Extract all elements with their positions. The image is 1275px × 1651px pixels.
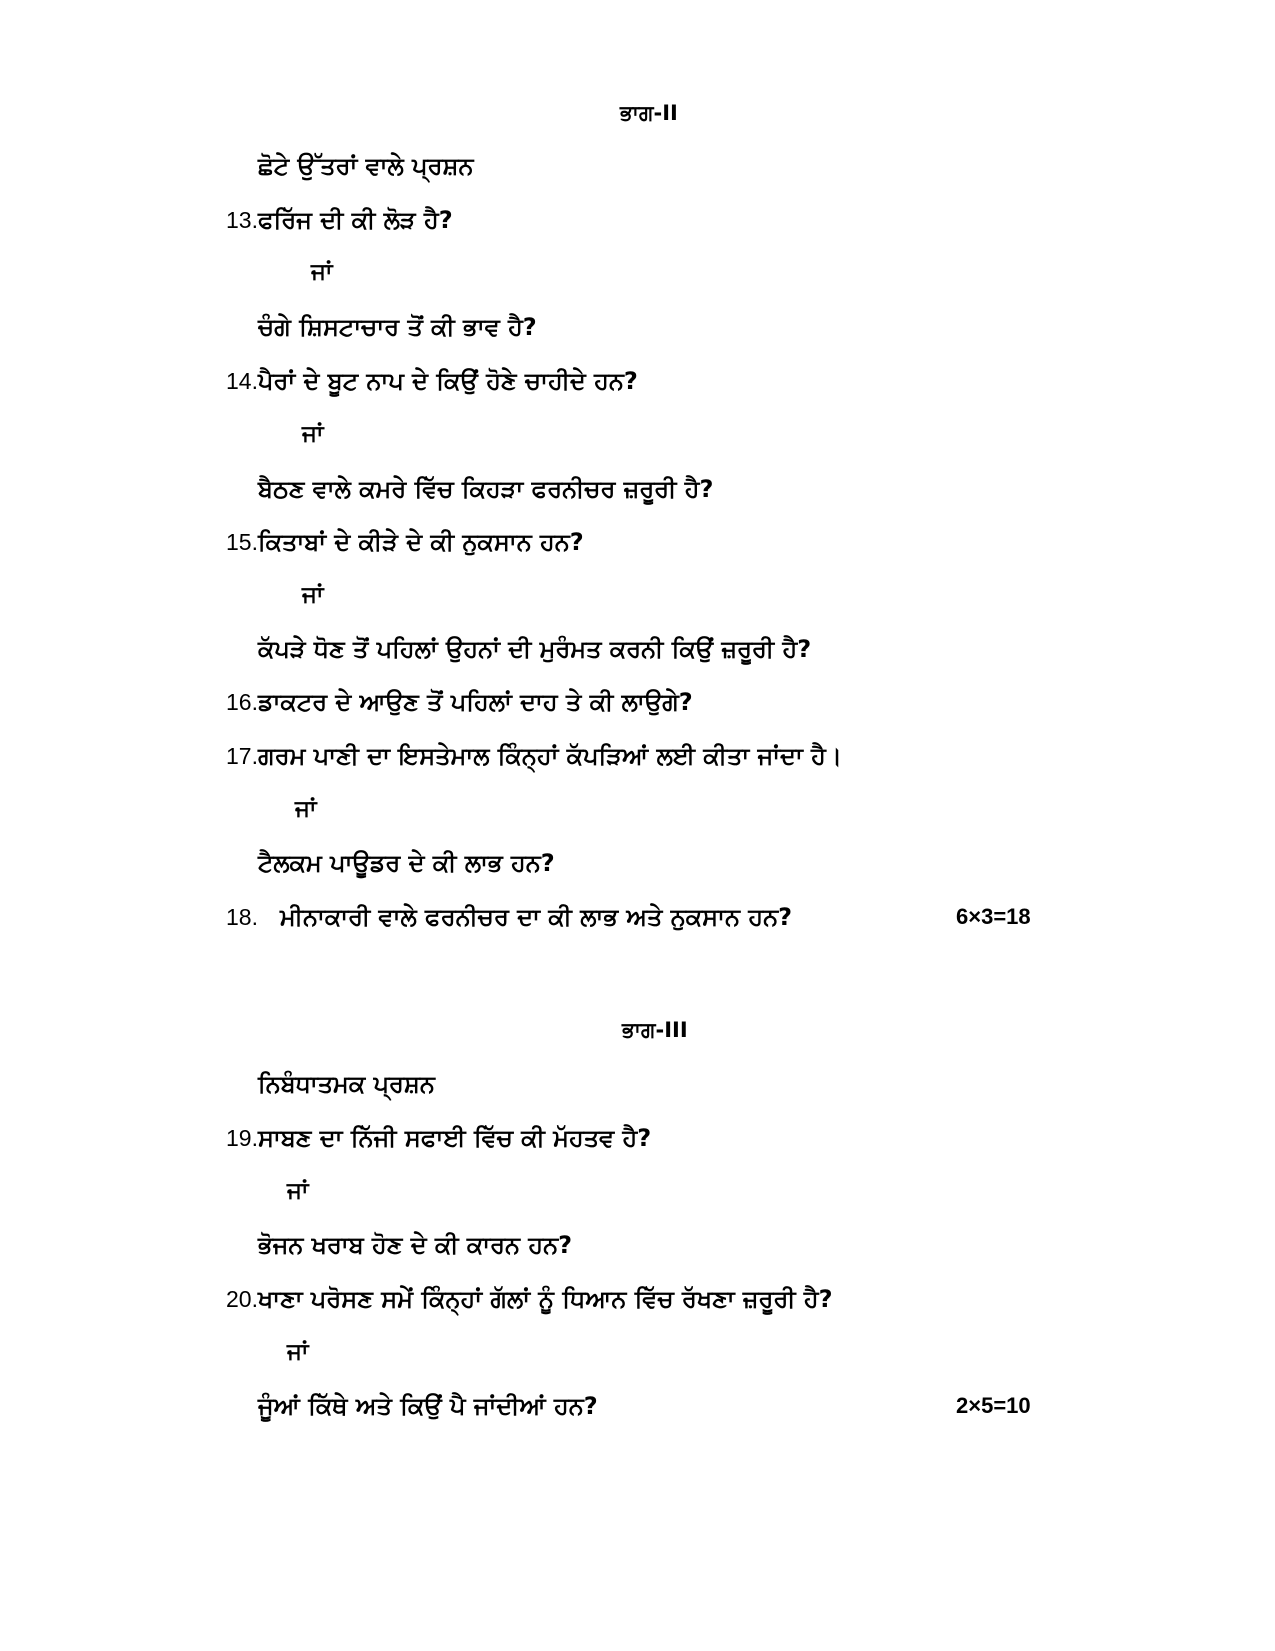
question-17 xyxy=(226,740,842,772)
question-number: 13. xyxy=(226,207,258,233)
question-number: 19. xyxy=(226,1125,258,1151)
question-text: ਸਾਬਣ ਦਾ ਨਿੱਜੀ ਸਫਾਈ ਵਿੱਚ ਕੀ ਮੱਹਤਵ ਹੈ? xyxy=(257,1124,652,1152)
question-text: ਫਰਿੱਜ ਦੀ ਕੀ ਲੋੜ ਹੈ? xyxy=(257,206,453,234)
marks-label: 2×5=10 xyxy=(956,1393,1031,1418)
question-number: 20. xyxy=(226,1286,258,1312)
question-text: ਡਾਕਟਰ ਦੇ ਆਉਣ ਤੋਂ ਪਹਿਲਾਂ ਦਾਹ ਤੇ ਕੀ ਲਾਉਗੇ? xyxy=(257,688,693,716)
question-20-alternate: ਜੂੰਆਂ ਕਿੱਥੇ ਅਤੇ ਕਿਉਂ ਪੈ ਜਾਂਦੀਆਂ ਹਨ? xyxy=(258,1392,598,1420)
or-label: ਜਾਂ xyxy=(302,421,324,447)
or-label: ਜਾਂ xyxy=(295,796,317,822)
question-number: 16. xyxy=(226,689,258,715)
question-number: 14. xyxy=(226,368,258,394)
question-15-alternate: ਕੱਪੜੇ ਧੋਣ ਤੋਂ ਪਹਿਲਾਂ ਉਹਨਾਂ ਦੀ ਮੁਰੰਮਤ ਕਰਨੀ ਕਿਉਂ ਜ਼ਰੂਰੀ ਹੈ? xyxy=(258,635,812,663)
section-2-heading: ਭਾਗ-II xyxy=(620,101,678,125)
question-19 xyxy=(226,1122,651,1154)
question-19-alternate: ਭੋਜਨ ਖਰਾਬ ਹੋਣ ਦੇ ਕੀ ਕਾਰਨ ਹਨ? xyxy=(258,1231,573,1259)
or-label: ਜਾਂ xyxy=(287,1339,309,1365)
section-3-heading: ਭਾਗ-III xyxy=(622,1018,688,1042)
question-text: ਖਾਣਾ ਪਰੋਸਣ ਸਮੇਂ ਕਿੰਨ੍ਹਾਂ ਗੱਲਾਂ ਨੂੰ ਧਿਆਨ ਵਿੱਚ ਰੱਖਣਾ ਜ਼ਰੂਰੀ ਹੈ? xyxy=(257,1285,833,1313)
question-15 xyxy=(226,526,584,558)
marks-label: 6×3=18 xyxy=(956,904,1031,929)
question-16 xyxy=(226,686,693,718)
section-2-subheading: ਛੋਟੇ ਉੱਤਰਾਂ ਵਾਲੇ ਪ੍ਰਸ਼ਨ xyxy=(258,152,474,180)
question-14 xyxy=(226,365,638,397)
question-17-alternate: ਟੈਲਕਮ ਪਾਊਡਰ ਦੇ ਕੀ ਲਾਭ ਹਨ? xyxy=(258,849,555,877)
or-label: ਜਾਂ xyxy=(302,582,324,608)
question-14-alternate: ਬੈਠਣ ਵਾਲੇ ਕਮਰੇ ਵਿੱਚ ਕਿਹੜਾ ਫਰਨੀਚਰ ਜ਼ਰੂਰੀ ਹੈ? xyxy=(258,475,714,503)
section-3-subheading: ਨਿਬੰਧਾਤਮਕ ਪ੍ਰਸ਼ਨ xyxy=(258,1070,435,1098)
or-label: ਜਾਂ xyxy=(311,259,333,285)
question-number: 18. xyxy=(226,904,258,930)
question-text: ਮੀਨਾਕਾਰੀ ਵਾਲੇ ਫਰਨੀਚਰ ਦਾ ਕੀ ਲਾਭ ਅਤੇ ਨੁਕਸਾਨ ਹਨ? xyxy=(279,903,793,931)
question-13-alternate: ਚੰਗੇ ਸ਼ਿਸਟਾਚਾਰ ਤੋਂ ਕੀ ਭਾਵ ਹੈ? xyxy=(258,313,537,341)
question-18 xyxy=(226,901,792,933)
question-number: 17. xyxy=(226,743,258,769)
question-20 xyxy=(226,1283,833,1315)
question-text: ਪੈਰਾਂ ਦੇ ਬੂਟ ਨਾਪ ਦੇ ਕਿਉਂ ਹੋਣੇ ਚਾਹੀਦੇ ਹਨ? xyxy=(257,367,638,395)
question-13 xyxy=(226,204,453,236)
question-number: 15. xyxy=(226,529,258,555)
question-text: ਗਰਮ ਪਾਣੀ ਦਾ ਇਸਤੇਮਾਲ ਕਿੰਨ੍ਹਾਂ ਕੱਪੜਿਆਂ ਲਈ ਕੀਤਾ ਜਾਂਦਾ ਹੈ। xyxy=(257,742,843,770)
or-label: ਜਾਂ xyxy=(287,1178,309,1204)
question-text: ਕਿਤਾਬਾਂ ਦੇ ਕੀੜੇ ਦੇ ਕੀ ਨੁਕਸਾਨ ਹਨ? xyxy=(257,528,584,556)
